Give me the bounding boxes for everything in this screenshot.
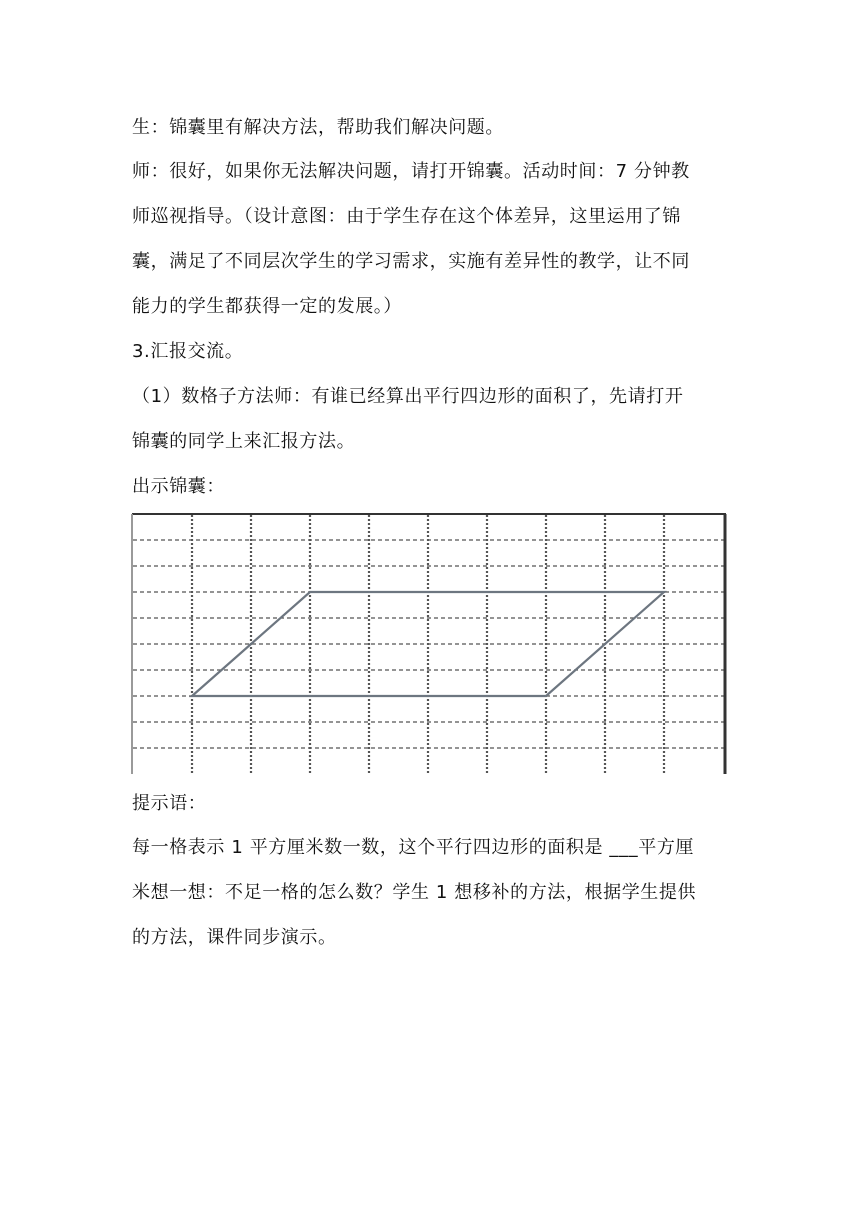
text-line-3: 师巡视指导。（设计意图：由于学生存在这个体差异，这里运用了锦 [132,206,681,227]
text-line-6: 3.汇报交流。 [132,341,244,362]
text-line-7: （1）数格子方法师：有谁已经算出平行四边形的面积了，先请打开 [132,386,684,407]
text-line-5: 能力的学生都获得一定的发展。） [132,296,402,317]
text-line-11: 每一格表示 1 平方厘米数一数，这个平行四边形的面积是 ___平方厘 [132,837,695,858]
grid-diagram [131,513,728,775]
text-line-4: 囊，满足了不同层次学生的学习需求，实施有差异性的教学，让不同 [132,251,690,272]
text-line-2: 师：很好，如果你无法解决问题，请打开锦囊。活动时间：7 分钟教 [132,161,690,182]
text-line-12: 米想一想：不足一格的怎么数？学生 1 想移补的方法，根据学生提供 [132,882,697,903]
text-line-9: 出示锦囊： [132,476,225,497]
text-line-8: 锦囊的同学上来汇报方法。 [132,431,356,452]
text-line-13: 的方法，课件同步演示。 [132,927,337,948]
grid-parallelogram-figure [131,513,728,775]
text-line-10: 提示语： [132,793,207,814]
text-line-1: 生：锦囊里有解决方法，帮助我们解决问题。 [132,117,504,138]
